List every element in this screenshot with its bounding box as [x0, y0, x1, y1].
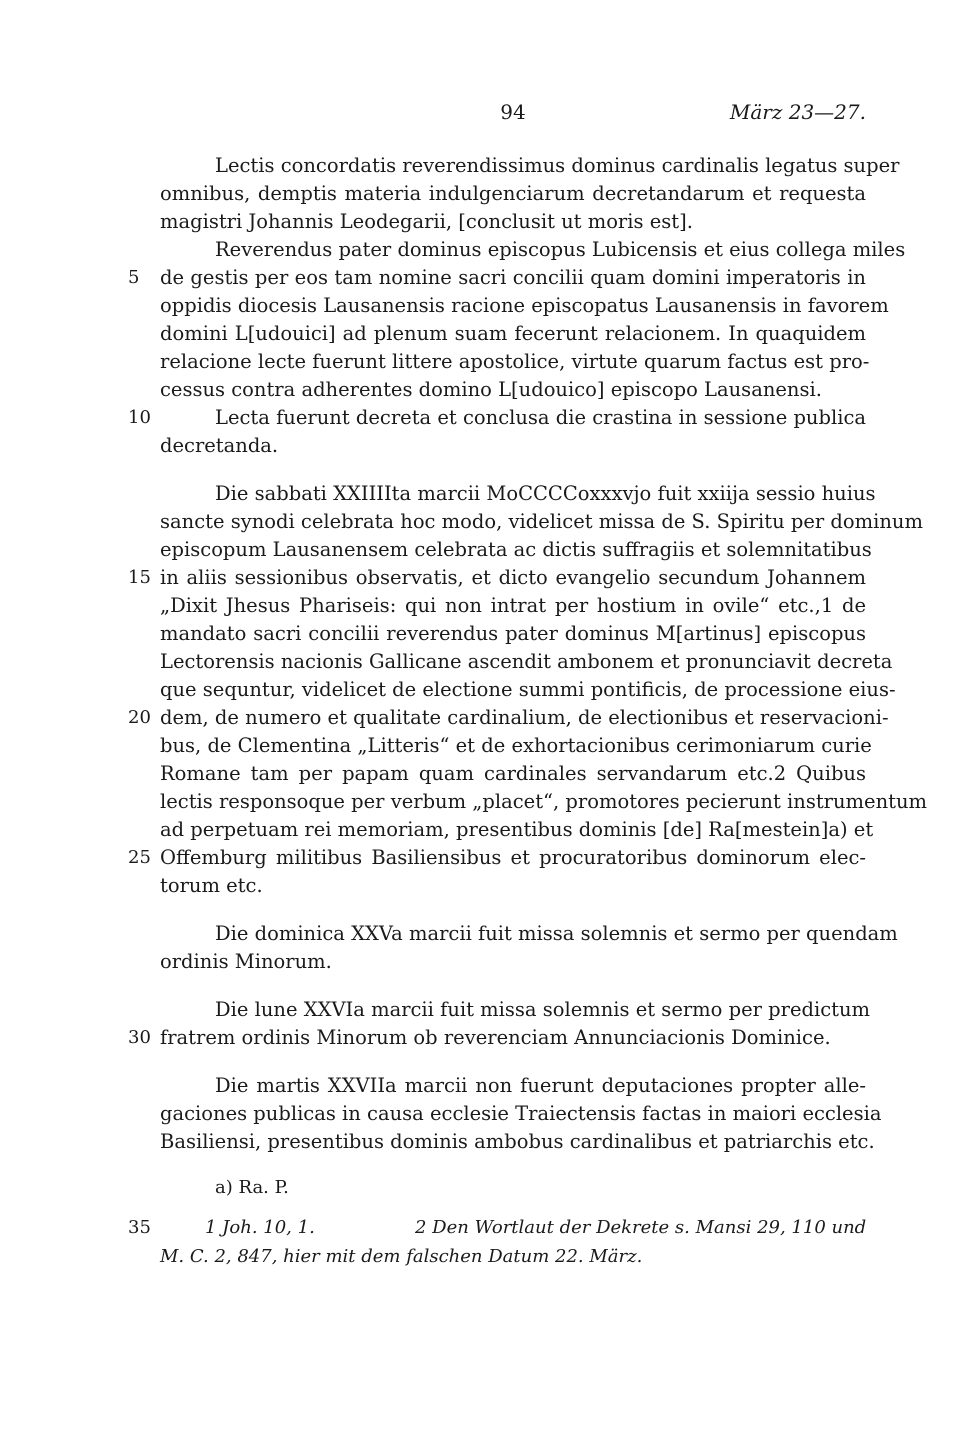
line-number: 10: [128, 407, 151, 428]
page-header: [160, 100, 866, 132]
footnote-a: a) Ra. P.: [215, 1177, 289, 1198]
text-line: lectis responsoque per verbum „placet“, promotores pecierunt instrumentum: [160, 790, 928, 813]
text-line: cessus contra adherentes domino L[udouico] episcopo Lausanensi.: [160, 378, 822, 401]
line-number: 20: [128, 707, 151, 728]
text-line: Offemburg militibus Basiliensibus et procuratoribus dominorum elec-: [160, 846, 866, 869]
text-line: sancte synodi celebrata hoc modo, videlicet missa de S. Spiritu per dominum: [160, 510, 923, 533]
text-line: decretanda.: [160, 434, 279, 457]
text-line: Lectorensis nacionis Gallicane ascendit ambonem et pronunciavit decreta: [160, 650, 893, 673]
text-line: bus, de Clementina „Litteris“ et de exhortacionibus cerimoniarum curie: [160, 734, 872, 757]
text-line: fratrem ordinis Minorum ob reverenciam Annunciacionis Dominice.: [160, 1026, 831, 1049]
text-line: gaciones publicas in causa ecclesie Traiectensis factas in maiori ecclesia: [160, 1102, 882, 1125]
text-line: magistri Johannis Leodegarii, [conclusit ut moris est].: [160, 210, 693, 233]
footnote-2: 2 Den Wortlaut der Dekrete s. Mansi 29, 110 und: [415, 1217, 867, 1238]
text-line: Basiliensi, presentibus dominis ambobus cardinalibus et patriarchis etc.: [160, 1130, 875, 1153]
text-line: Reverendus pater dominus episcopus Lubicensis et eius collega miles: [215, 238, 906, 261]
line-number: 30: [128, 1027, 151, 1048]
line-number: 35: [128, 1217, 151, 1238]
text-line: in aliis sessionibus observatis, et dicto evangelio secundum Johannem: [160, 566, 866, 589]
line-number: 15: [128, 567, 151, 588]
page-number: 94: [500, 100, 526, 124]
text-line: mandato sacri concilii reverendus pater dominus M[artinus] episcopus: [160, 622, 866, 645]
text-line: torum etc.: [160, 874, 263, 897]
text-line: de gestis per eos tam nomine sacri concilii quam domini imperatoris in: [160, 266, 866, 289]
text-line: Die sabbati XXIIIIta marcii MoCCCCoxxxvjo fuit xxiija sessio huius: [215, 482, 876, 505]
text-line: ordinis Minorum.: [160, 950, 332, 973]
footnote-1: 1 Joh. 10, 1.: [205, 1217, 315, 1238]
text-line: dem, de numero et qualitate cardinalium, de electionibus et reservacioni-: [160, 706, 889, 729]
text-line: Lectis concordatis reverendissimus dominus cardinalis legatus super: [215, 154, 900, 177]
text-line: relacione lecte fuerunt littere apostolice, virtute quarum factus est pro-: [160, 350, 870, 373]
running-head: März 23—27.: [729, 100, 866, 124]
line-number: 5: [128, 267, 140, 288]
text-line: Romane tam per papam quam cardinales servandarum etc.2 Quibus: [160, 762, 866, 785]
line-number: 25: [128, 847, 151, 868]
text-line: ad perpetuam rei memoriam, presentibus dominis [de] Ra[mestein]a) et: [160, 818, 874, 841]
text-line: Die lune XXVIa marcii fuit missa solemnis et sermo per predictum: [215, 998, 871, 1021]
footnote-2-continued: M. C. 2, 847, hier mit dem falschen Datum 22. März.: [160, 1246, 643, 1267]
text-line: episcopum Lausanensem celebrata ac dictis suffragiis et solemnitatibus: [160, 538, 872, 561]
text-line: „Dixit Jhesus Phariseis: qui non intrat per hostium in ovile“ etc.,1 de: [160, 594, 866, 617]
text-line: Lecta fuerunt decreta et conclusa die crastina in sessione publica: [215, 406, 866, 429]
text-line: domini L[udouici] ad plenum suam fecerunt relacionem. In quaquidem: [160, 322, 866, 345]
text-line: Die dominica XXVa marcii fuit missa solemnis et sermo per quendam: [215, 922, 898, 945]
text-line: oppidis diocesis Lausanensis racione episcopatus Lausanensis in favorem: [160, 294, 889, 317]
text-line: Die martis XXVIIa marcii non fuerunt deputaciones propter alle-: [215, 1074, 866, 1097]
text-line: omnibus, demptis materia indulgenciarum decretandarum et requesta: [160, 182, 866, 205]
text-line: que sequntur, videlicet de electione summi pontificis, de processione eius-: [160, 678, 896, 701]
